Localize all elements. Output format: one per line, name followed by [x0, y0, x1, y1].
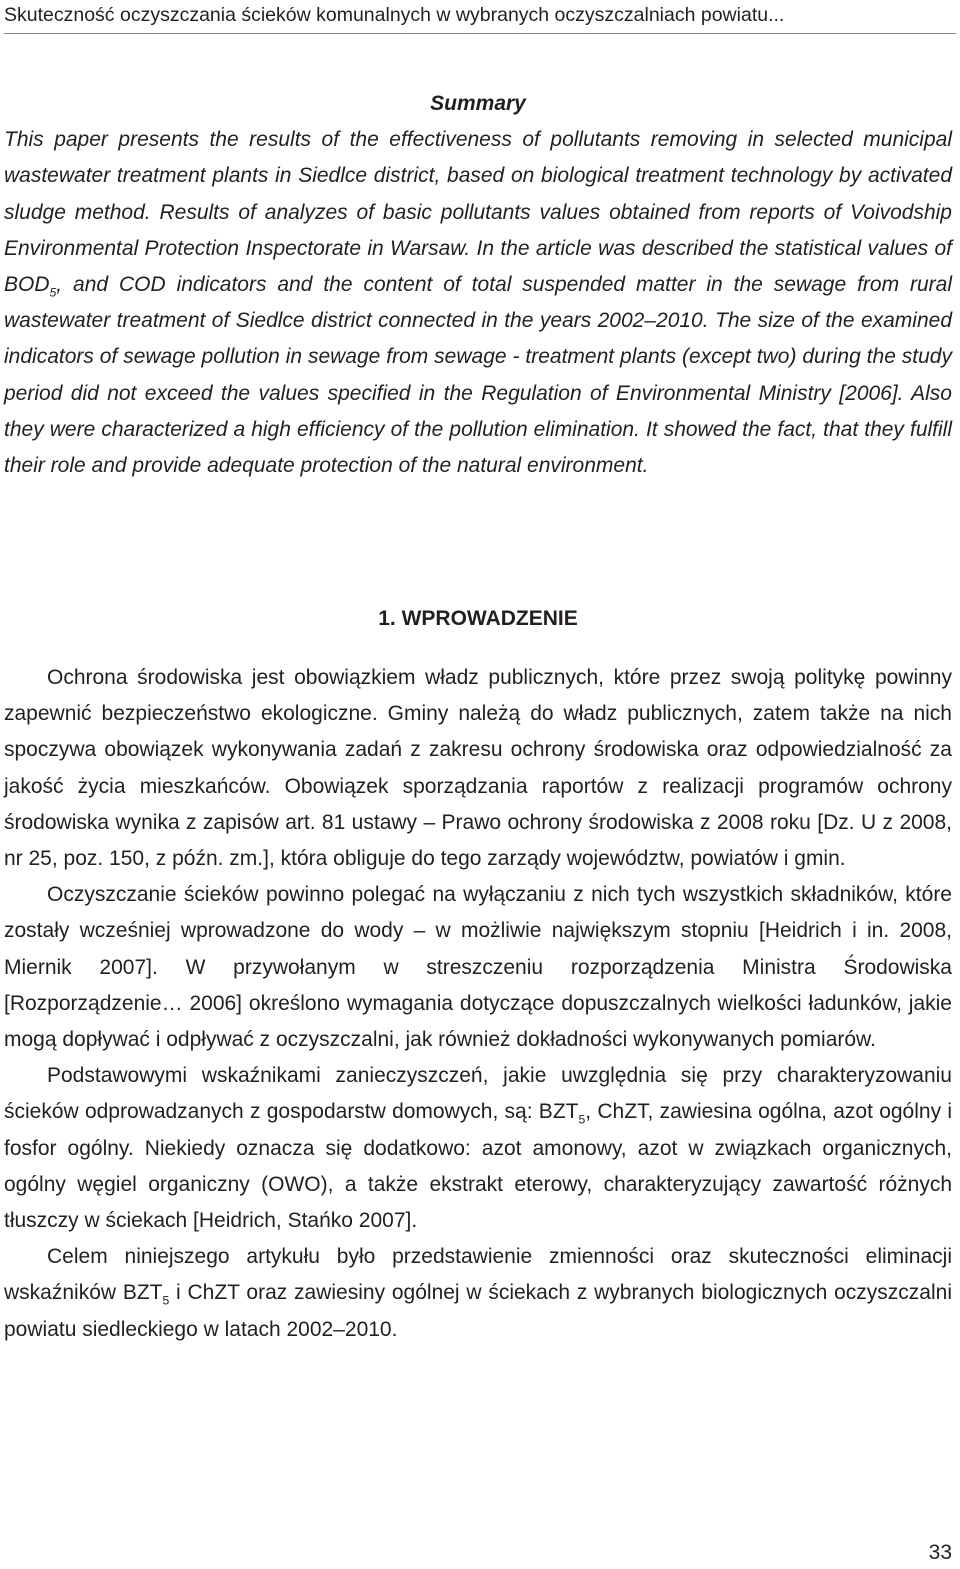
paragraph-4-part-1: Celem niniejszego artykułu było przedstawienie zmienności oraz skuteczności eliminacji wskaźników BZT — [4, 1245, 952, 1305]
paragraph-4 — [4, 1239, 952, 1348]
summary-text-part-2: , and COD indicators and the content of total suspended matter in the sewage from rural wastewater treatment of Siedlce district connected in the years 2002–2010. The size of the examined indicators of sewage pollution in sewage from sewage - treatment plants (except two) during the study period did not exceed the values specified in the Regulation of Environmental Ministry [2006]. Also they were characterized a high efficiency of the pollution elimination. It showed the fact, that they fulfill their role and provide adequate protection of the natural environment. — [4, 273, 952, 478]
page-number: 33 — [928, 1541, 952, 1564]
summary-section — [4, 86, 952, 484]
header-rule — [4, 33, 956, 34]
paragraph-3-part-1: Podstawowymi wskaźnikami zanieczyszczeń, jakie uwzględnia się przy charakteryzowaniu ścieków odprowadzanych z gospodarstw domowych, są: BZT — [4, 1064, 952, 1124]
bzt-subscript: 5 — [578, 1112, 586, 1127]
paragraph-4-part-2: i ChZT oraz zawiesiny ogólnej w ściekach z wybranych biologicznych oczyszczalni powiatu siedleckiego w latach 2002–2010. — [4, 1281, 952, 1341]
summary-title: Summary — [430, 92, 526, 115]
bzt-subscript: 5 — [162, 1293, 170, 1308]
bod-subscript: 5 — [49, 285, 57, 300]
body-text — [4, 660, 952, 1348]
section-heading: 1. WPROWADZENIE — [378, 607, 578, 630]
summary-text — [4, 122, 952, 484]
paragraph-3-part-2: , ChZT, zawiesina ogólna, azot ogólny i fosfor ogólny. Niekiedy oznacza się dodatkowo: azot amonowy, azot w związkach organicznych, ogólny węgiel organiczny (OWO), a także ekstrakt eterowy, charakteryzujący zawartość różnych tłuszczy w ściekach [Heidrich, Stańko 2007]. — [4, 1100, 952, 1233]
paragraph-2: Oczyszczanie ścieków powinno polegać na wyłączaniu z nich tych wszystkich składników, które zostały wcześniej wprowadzone do wody – w możliwie największym stopniu [Heidrich i in. 2008, Miernik 2007]. W przywołanym w streszczeniu rozporządzenia Ministra Środowiska [Rozporządzenie… 2006] określono wymagania dotyczące dopuszczalnych wielkości ładunków, jakie mogą dopływać i odpływać z oczyszczalni, jak również dokładności wykonywanych pomiarów. — [4, 883, 952, 1052]
summary-text-part-1: This paper presents the results of the effectiveness of pollutants removing in selected municipal wastewater treatment plants in Siedlce district, based on biological treatment technology by activated sludge method. Results of analyzes of basic pollutants values obtained from reports of Voivodship Environmental Protection Inspectorate in Warsaw. In the article was described the statistical values of BOD — [4, 128, 952, 297]
paragraph-3 — [4, 1058, 952, 1239]
running-header: Skuteczność oczyszczania ścieków komunalnych w wybranych oczyszczalniach powiatu... — [4, 4, 785, 26]
paragraph-1: Ochrona środowiska jest obowiązkiem władz publicznych, które przez swoją politykę powinny zapewnić bezpieczeństwo ekologiczne. Gminy należą do władz publicznych, zatem także na nich spoczywa obowiązek wykonywania zadań z zakresu ochrony środowiska oraz odpowiedzialność za jakość życia mieszkańców. Obowiązek sporządzania raportów z realizacji programów ochrony środowiska wynika z zapisów art. 81 ustawy – Prawo ochrony środowiska z 2008 roku [Dz. U z 2008, nr 25, poz. 150, z późn. zm.], która obliguje do tego zarządy województw, powiatów i gmin. — [4, 666, 952, 871]
